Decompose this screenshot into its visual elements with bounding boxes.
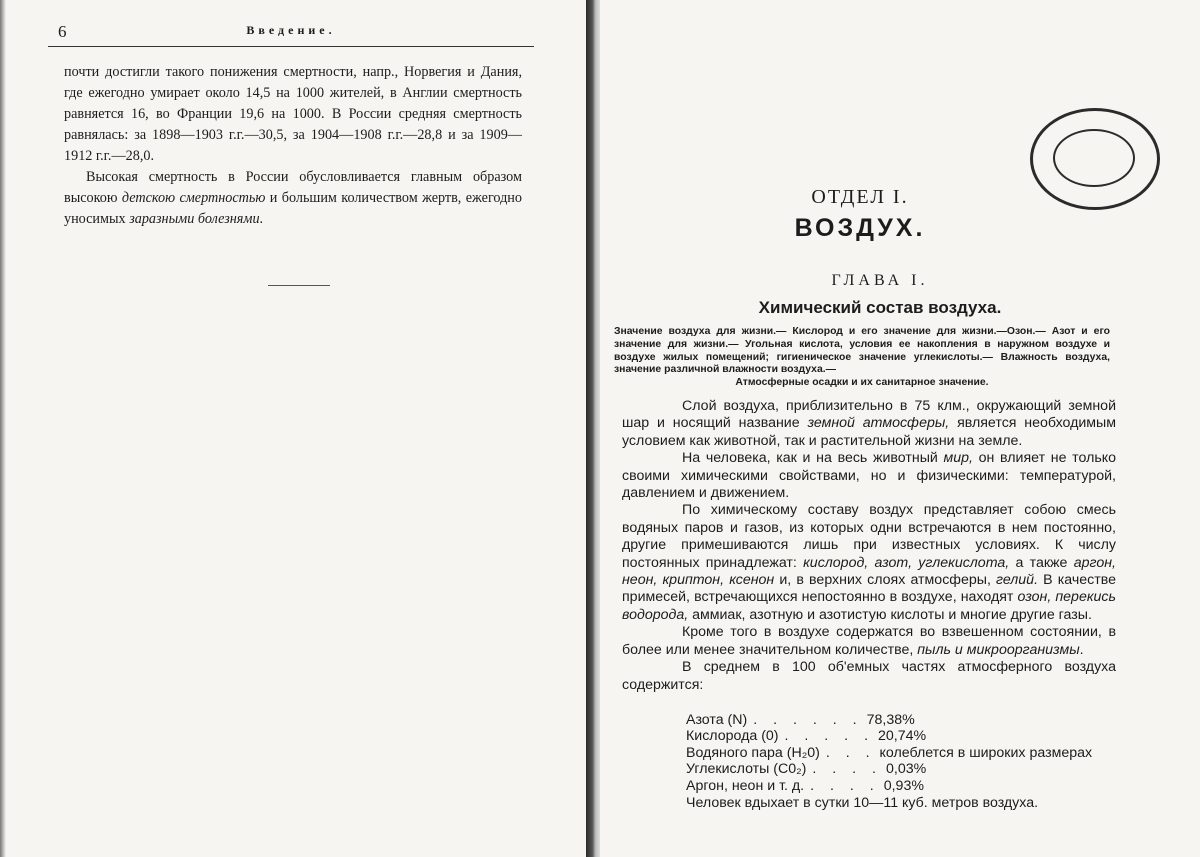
component-value: 0,03% (885, 761, 927, 778)
final-line: Человек вдыхает в сутки 10—11 куб. метров воздуха. (686, 795, 1039, 811)
leader-dots: . . . . (812, 761, 882, 778)
italic-term: земной атмосферы, (807, 415, 950, 432)
italic-term: озон, перекись водорода, (622, 589, 1116, 623)
left-page (0, 0, 588, 857)
component-name: Азота (N) (686, 712, 748, 728)
composition-row (686, 728, 1116, 744)
text-run: . (259, 211, 264, 227)
left-page-text (64, 62, 522, 230)
italic-term: гелий. (996, 572, 1039, 589)
text-run: По химическому составу воздух представляет собою смесь водяных паров и газов, из которых одни встречаются в нем постоянно, другие примешиваются лишь при известных условиях. К числу постоянных принадлежат: (622, 502, 1116, 571)
paragraph-mortality: почти достигли такого понижения смертности, напр., Норвегия и Дания, где ежегодно умирает около 14,5 на 1000 жителей, в Англии смертность равняется 16, во Франции 19,6 на 1000. В России средняя смертность равнялась: за 1898—1903 г.г.—30,5, за 1904—1908 г.г.—28,8 и за 1909—1912 г.г.—28,0. (64, 64, 522, 164)
text-run: является необходимым условием как животной, так и растительной жизни на земле. (622, 415, 1116, 449)
summary-last-line: Атмосферные осадки и их санитарное значение. (735, 377, 989, 389)
paragraph-atmosphere (622, 398, 1116, 450)
paragraph-russia-mortality (64, 167, 522, 230)
text-run: он влияет не только своими химическими свойствами, но и физическими: температурой, давлением и движением. (622, 450, 1116, 502)
chapter-body (622, 398, 1116, 694)
paragraph-suspended (622, 624, 1116, 659)
paragraph-average: В среднем в 100 об'емных частях атмосферного воздуха содержится: (622, 659, 1116, 693)
text-run: На человека, как и на весь животный (682, 450, 944, 467)
composition-row (686, 778, 1116, 794)
page-header (48, 18, 534, 47)
component-value: 20,74% (878, 728, 927, 745)
italic-term: детскою смертностью (121, 190, 266, 206)
text-run: и большим количеством жертв, ежегодно уносимых (64, 190, 522, 227)
chapter-title: Химический состав воздуха. (758, 298, 1002, 317)
italic-term: кислород, азот, углекислота, (803, 554, 1010, 571)
leader-dots: . . . . . (784, 728, 875, 745)
page-number: 6 (58, 22, 67, 41)
component-value: 78,38% (866, 712, 915, 728)
page-edge-shadow (0, 0, 6, 857)
paragraph-composition (622, 502, 1116, 624)
text-run: В качестве примесей, встречающихся непостоянно в воздухе, находят (622, 572, 1116, 606)
composition-row (686, 761, 1116, 777)
italic-term: пыль и микроорганизмы (917, 641, 1080, 658)
chapter-heading: ГЛАВА I. (831, 272, 929, 289)
text-run: Высокая смертность в России обусловливается главным образом высокою (64, 169, 522, 206)
paragraph-influence (622, 450, 1116, 502)
composition-row (686, 745, 1116, 761)
running-head: Введение. (246, 23, 336, 37)
leader-dots: . . . (825, 744, 876, 761)
leader-dots: . . . . (810, 777, 880, 794)
component-value: колеблется в широких размерах (879, 744, 1093, 761)
italic-term: аргон, неон, криптон, ксенон (622, 554, 1116, 589)
component-value: 0,93% (883, 777, 924, 794)
composition-list (686, 712, 1116, 794)
part-title: ВОЗДУХ. (794, 214, 926, 242)
component-name: Кислорода (0) (686, 728, 779, 745)
text-run: и, в верхних слоях атмосферы, (774, 572, 997, 589)
leader-dots: . . . . . . (753, 712, 863, 728)
text-run: а также (1009, 554, 1074, 571)
italic-term: мир, (943, 450, 973, 467)
stamp-inner-ring (1053, 129, 1135, 187)
text-run: Слой воздуха, приблизительно в 75 клм., окружающий земной шар и носящий название (622, 398, 1116, 432)
section-heading: ОТДЕЛ I. (811, 186, 909, 208)
component-name: Водяного пара (H₂0) (686, 744, 820, 761)
composition-row (686, 712, 1116, 728)
component-name: Углекислоты (C0₂) (686, 761, 807, 778)
italic-term: заразными болезнями (129, 211, 260, 227)
summary-main: Значение воздуха для жизни.— Кислород и его значение для жизни.—Озон.— Азот и его значение для жизни.— Угольная кислота, условия ее накопления в наружном воздухе и воздухе жилых помещений; гигиеническое значение углекислоты.— Влажность воздуха, значение различной влажности воздуха.— (614, 326, 1110, 376)
chapter-summary (614, 326, 1110, 390)
end-rule (268, 285, 330, 286)
text-run: Кроме того в воздухе содержатся во взвешенном состоянии, в более или менее значительном количестве, (622, 624, 1116, 658)
text-run: аммиак, азотную и азотистую кислоты и многие другие газы. (688, 606, 1092, 623)
component-name: Аргон, неон и т. д. (686, 777, 805, 794)
text-run: . (1079, 641, 1084, 658)
